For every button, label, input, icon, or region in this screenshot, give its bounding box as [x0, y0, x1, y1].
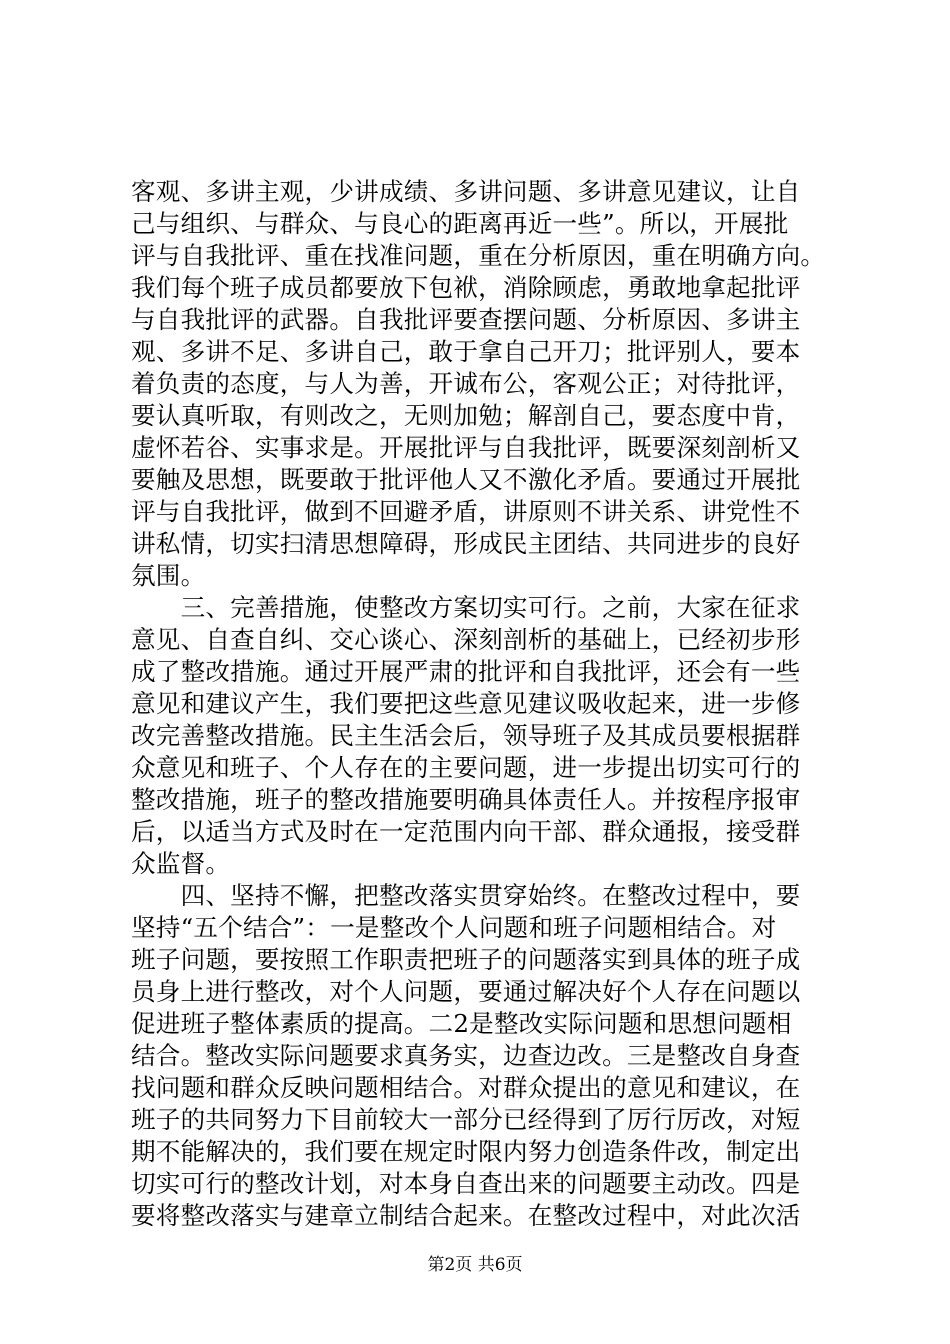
text-line: 观、多讲不足、多讲自己，敢于拿自己开刀；批评别人，要本 [131, 337, 801, 366]
text-line: 讲私情，切实扫清思想障碍，形成民主团结、共同进步的良好 [131, 529, 801, 558]
text-line: 切实可行的整改计划，对本身自查出来的问题要主动改。四是 [131, 1169, 801, 1198]
text-line: 要触及思想，既要敢于批评他人又不激化矛盾。要通过开展批 [131, 465, 801, 494]
text-line: 期不能解决的，我们要在规定时限内努力创造条件改，制定出 [131, 1137, 801, 1166]
text-line: 评与自我批评，做到不回避矛盾，讲原则不讲关系、讲党性不 [131, 497, 801, 526]
text-line: 结合。整改实际问题要求真务实，边查边改。三是整改自身查 [131, 1041, 801, 1070]
text-line: 员身上进行整改，对个人问题，要通过解决好个人存在问题以 [131, 977, 801, 1006]
paragraph-start-line: 四、坚持不懈，把整改落实贯穿始终。在整改过程中，要 [131, 881, 801, 910]
text-line: 众监督。 [131, 849, 231, 878]
text-line: 意见、自查自纠、交心谈心、深刻剖析的基础上，已经初步形 [131, 625, 801, 654]
text-line: 后，以适当方式及时在一定范围内向干部、群众通报，接受群 [131, 817, 801, 846]
text-line: 氛围。 [131, 561, 206, 590]
text-line: 虚怀若谷、实事求是。开展批评与自我批评，既要深刻剖析又 [131, 433, 801, 462]
text-line: 班子的共同努力下目前较大一部分已经得到了厉行厉改，对短 [131, 1105, 801, 1134]
text-line: 众意见和班子、个人存在的主要问题，进一步提出切实可行的 [131, 753, 801, 782]
text-line: 找问题和群众反映问题相结合。对群众提出的意见和建议，在 [131, 1073, 801, 1102]
page-number-footer: 第2页 共6页 [427, 1255, 523, 1275]
text-line: 整改措施，班子的整改措施要明确具体责任人。并按程序报审 [131, 785, 801, 814]
paragraph-start-line: 三、完善措施，使整改方案切实可行。之前，大家在征求 [131, 593, 801, 622]
text-line: 着负责的态度，与人为善，开诚布公，客观公正；对待批评， [131, 369, 801, 398]
text-line: 我们每个班子成员都要放下包袱，消除顾虑，勇敢地拿起批评 [131, 273, 801, 302]
text-line: 改完善整改措施。民主生活会后，领导班子及其成员要根据群 [131, 721, 801, 750]
text-line: 意见和建议产生，我们要把这些意见建议吸收起来，进一步修 [131, 689, 801, 718]
text-line: 坚持“五个结合”：一是整改个人问题和班子问题相结合。对 [131, 913, 777, 942]
text-line: 促进班子整体素质的提高。二2是整改实际问题和思想问题相 [131, 1009, 792, 1038]
text-line: 与自我批评的武器。自我批评要查摆问题、分析原因、多讲主 [131, 305, 801, 334]
text-line: 成了整改措施。通过开展严肃的批评和自我批评，还会有一些 [131, 657, 801, 686]
text-line: 客观、多讲主观，少讲成绩、多讲问题、多讲意见建议，让自 [131, 177, 801, 206]
text-line: 班子问题，要按照工作职责把班子的问题落实到具体的班子成 [131, 945, 801, 974]
text-line: 评与自我批评、重在找准问题，重在分析原因，重在明确方向。 [131, 241, 826, 270]
text-line: 要认真听取，有则改之，无则加勉；解剖自己，要态度中肯， [131, 401, 801, 430]
text-line: 要将整改落实与建章立制结合起来。在整改过程中，对此次活 [131, 1201, 801, 1230]
text-line: 己与组织、与群众、与良心的距离再近一些”。所以，开展批 [131, 209, 789, 238]
